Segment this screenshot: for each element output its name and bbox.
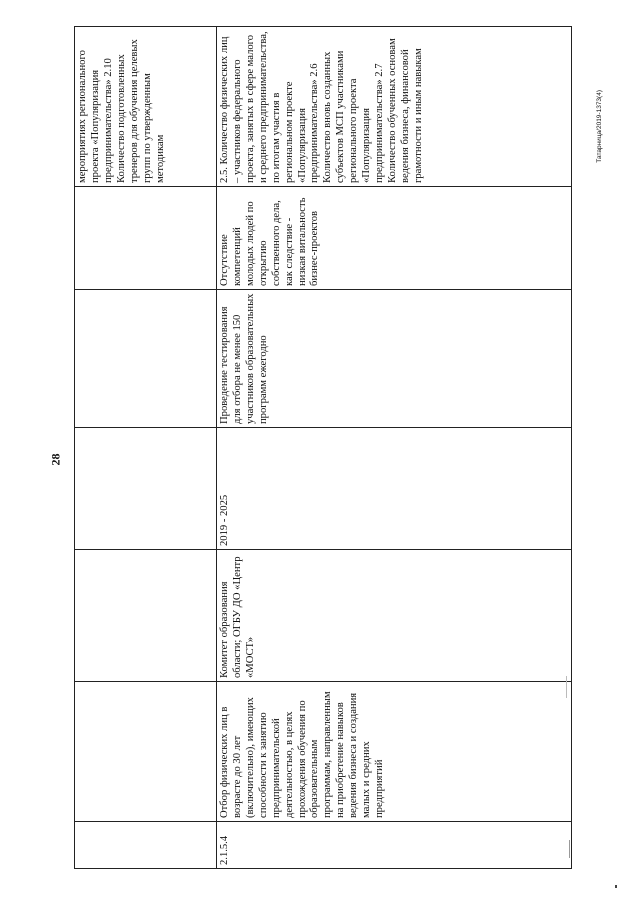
table-row <box>217 27 572 869</box>
cell-indicators-continued: мероприятиях регионального проекта «Популяризация предпринимательства» 2.10 Количество подготовленных тренеров для обучения целевых групп по утвержденным методикам <box>75 27 217 187</box>
cell-executor-empty <box>75 550 217 682</box>
cell-executor: Комитет образования области; ОГБУ ДО «Центр «МОСТ» <box>217 550 572 682</box>
cell-measure: Отбор физических лиц в возрасте до 30 лет (включительно), имеющих способности к занятию предпринимательской деятельностью, в целях прохождения обучения по образовательным программам, направленным на приобретение навыков ведения бизнеса и создания малых и средних предприятий <box>217 682 572 822</box>
cell-result: Проведение тестирования для отбора не менее 150 участников образовательных программ ежегодно <box>217 290 572 428</box>
scan-artifact-dot <box>615 885 617 888</box>
cell-period-empty <box>75 428 217 550</box>
cell-indicators: 2.5. Количество физических лиц – участников федерального проекта, занятых в сфере малого и среднего предпринимательства, по итогам участия в региональном проекте «Популяризация предпринимательства» 2.6 Количество вновь созданных субъектов МСП участниками регионального проекта «Популяризация предпринимательства» 2.7 Количество обученных основам ведения бизнеса, финансовой грамотности и иным навыкам <box>217 27 572 187</box>
measures-table <box>74 26 572 869</box>
cell-consequence: Отсутствие компетенций молодых людей по открытию собственного дела, как следствие - низкая витальность бизнес-проектов <box>217 187 572 290</box>
table-row-continuation <box>75 27 217 869</box>
cell-result-empty <box>75 290 217 428</box>
scan-artifact-line <box>569 840 570 858</box>
cell-measure-empty <box>75 682 217 822</box>
cell-period: 2019 - 2025 <box>217 428 572 550</box>
scan-artifact-line <box>566 676 567 698</box>
cell-number: 2.1.5.4 <box>217 822 572 869</box>
page-number: 28 <box>48 453 63 466</box>
rotated-table-container <box>74 27 572 869</box>
document-registration-code: Татарница/2019-1373(4) <box>596 90 603 163</box>
cell-consequence-empty <box>75 187 217 290</box>
cell-number-empty <box>75 822 217 869</box>
